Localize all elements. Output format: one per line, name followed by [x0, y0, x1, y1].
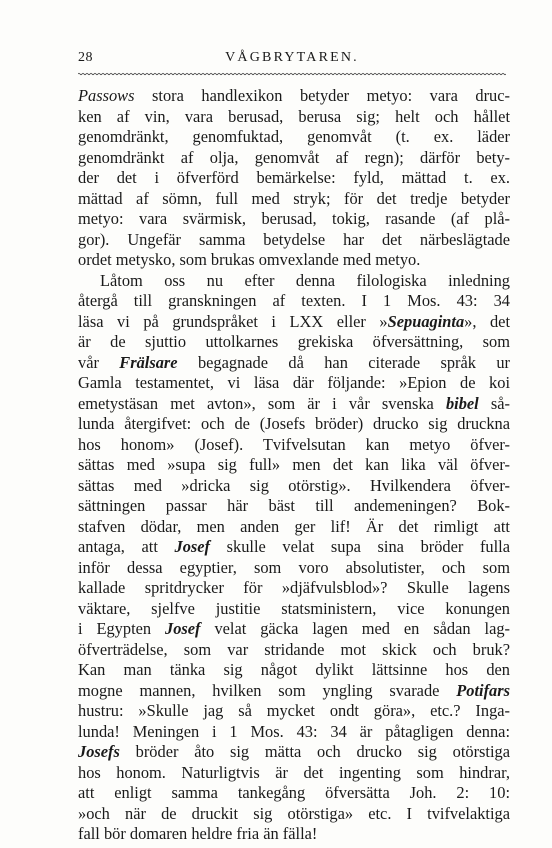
text-line: [78, 86, 510, 107]
text-line: [78, 230, 510, 251]
text-run: i Egypten: [78, 619, 166, 638]
text-line: [78, 476, 510, 497]
page-number: 28: [78, 50, 93, 65]
text-run: stafven dödar, men anden ger lif! Är det rimligt att: [78, 516, 510, 536]
text-line: [78, 373, 510, 394]
text-line: [78, 742, 510, 763]
emphasized-word: Josef: [165, 619, 201, 638]
text-run: ordet metysko, som brukas omvexlande med metyo.: [78, 250, 421, 269]
text-line: [78, 332, 510, 353]
text-line: [78, 394, 510, 415]
text-run: sättningen passar här bäst till andemeningen? Bok-: [78, 496, 510, 515]
text-run: kallade spritdrycker för »djäfvulsblod»? Skulle lagens: [78, 578, 510, 597]
text-run: velat gäcka lagen med en sådan lag-: [200, 619, 510, 638]
text-line: [78, 824, 510, 845]
text-line: [78, 189, 510, 210]
text-run: metyo: vara svärmisk, berusad, tokig, rasande (af plå-: [78, 209, 510, 228]
text-run: öfverträdelse, som var stridande mot skick och bruk?: [78, 639, 510, 659]
text-line: [78, 722, 510, 743]
running-title: VÅGBRYTAREN.: [225, 50, 359, 65]
text-run: stora handlexikon betyder metyo: vara druc-: [134, 86, 510, 105]
text-line: [78, 435, 510, 456]
text-run: inför dessa egyptier, som voro absolutister, och som: [78, 557, 510, 577]
emphasized-word: Frälsare: [119, 352, 178, 372]
text-run: gor). Ungefär samma betydelse har det närbeslägtade: [78, 229, 510, 249]
text-run: lunda! Meningen i 1 Mos. 43: 34 är påtagligen denna:: [78, 721, 510, 741]
text-line: [78, 599, 510, 620]
text-line: [78, 681, 510, 702]
text-run: emetystäsan met avton», som är i vår svenska: [78, 393, 446, 413]
text-run: », det: [464, 311, 510, 331]
text-run: fall bör domaren heldre fria än fälla!: [78, 824, 318, 843]
text-line: [78, 578, 510, 599]
text-line: [78, 127, 510, 148]
text-run: sättas med »dricka sig otörstig». Hvilkendera öfver-: [78, 475, 510, 495]
text-line: [78, 148, 510, 169]
text-run: mättad af sömn, full med stryk; för det tredje betyder: [78, 188, 510, 208]
emphasized-word: Josefs: [78, 742, 120, 761]
text-line: [78, 209, 510, 230]
text-run: begagnade då han citerade språk ur: [177, 352, 510, 372]
text-run: der det i öfverförd bemärkelse: fyld, mättad t. ex.: [78, 168, 510, 187]
text-line: [78, 271, 510, 292]
text-line: [78, 107, 510, 128]
text-run: Låtom oss nu efter denna filologiska inledning: [100, 270, 510, 290]
body-text: [78, 86, 510, 845]
text-run: bröder åto sig mätta och drucko sig otörstiga: [119, 742, 510, 761]
emphasized-word: Passows: [78, 86, 135, 105]
text-line: [78, 291, 510, 312]
emphasized-word: Josef: [174, 537, 211, 556]
text-run: Gamla testamentet, vi läsa där följande: »Epion de koi: [78, 373, 510, 392]
text-run: hos honom» (Josef). Tvifvelsutan kan metyo öfver-: [78, 434, 510, 454]
text-run: mogne mannen, hvilken som yngling svarade: [78, 680, 457, 700]
text-run: hustru: »Skulle jag så mycket ondt göra», etc.? Inga-: [78, 701, 510, 720]
emphasized-word: Potifars: [456, 680, 510, 700]
text-run: är de sjuttio uttolkarnes grekiska öfversättning, som: [78, 332, 510, 351]
text-run: återgå till granskningen af texten. I 1 Mos. 43: 34: [78, 291, 510, 310]
page-header: [78, 50, 506, 72]
text-run: ken af vin, vara berusad, berusa sig; helt och hållet: [78, 106, 510, 126]
text-line: [78, 168, 510, 189]
text-line: [78, 619, 510, 640]
text-run: sättas med »supa sig full» men det kan lika väl öfver-: [78, 455, 510, 474]
text-line: [78, 496, 510, 517]
text-run: »och när de druckit sig otörstiga» etc. I tvifvelaktiga: [78, 803, 510, 823]
text-run: väktare, sjelfve justitie statsministern, vice konungen: [78, 598, 510, 618]
text-line: [78, 517, 510, 538]
text-run: läsa vi på grundspråket i LXX eller »: [78, 311, 388, 331]
text-line: [78, 640, 510, 661]
emphasized-word: bibel: [445, 393, 479, 413]
text-run: skulle velat supa sina bröder fulla: [210, 537, 510, 556]
text-line: [78, 455, 510, 476]
text-line: [78, 537, 510, 558]
text-run: vår: [78, 352, 120, 372]
text-run: genomdränkt af olja, genomvåt af regn); därför bety-: [78, 147, 510, 167]
text-line: [78, 312, 510, 333]
text-line: [78, 763, 510, 784]
text-line: [78, 660, 510, 681]
text-line: [78, 804, 510, 825]
text-run: så-: [478, 393, 510, 413]
text-run: att enligt samma tankegång öfversätta Joh. 2: 10:: [78, 783, 510, 802]
text-run: hos honom. Naturligtvis är det ingenting som hindrar,: [78, 762, 510, 782]
text-line: [78, 250, 510, 271]
text-line: [78, 558, 510, 579]
text-line: [78, 353, 510, 374]
text-line: [78, 701, 510, 722]
header-wavy-rule: [78, 72, 506, 76]
text-run: antaga, att: [78, 537, 175, 556]
emphasized-word: Sepuaginta: [387, 311, 465, 331]
text-line: [78, 783, 510, 804]
text-run: genomdränkt, genomfuktad, genomvåt (t. ex. läder: [78, 127, 510, 146]
text-run: Kan man tänka sig något dylikt lättsinne hos den: [78, 660, 510, 679]
text-line: [78, 414, 510, 435]
text-run: lunda återgifvet: och de (Josefs bröder) drucko sig druckna: [78, 414, 510, 433]
